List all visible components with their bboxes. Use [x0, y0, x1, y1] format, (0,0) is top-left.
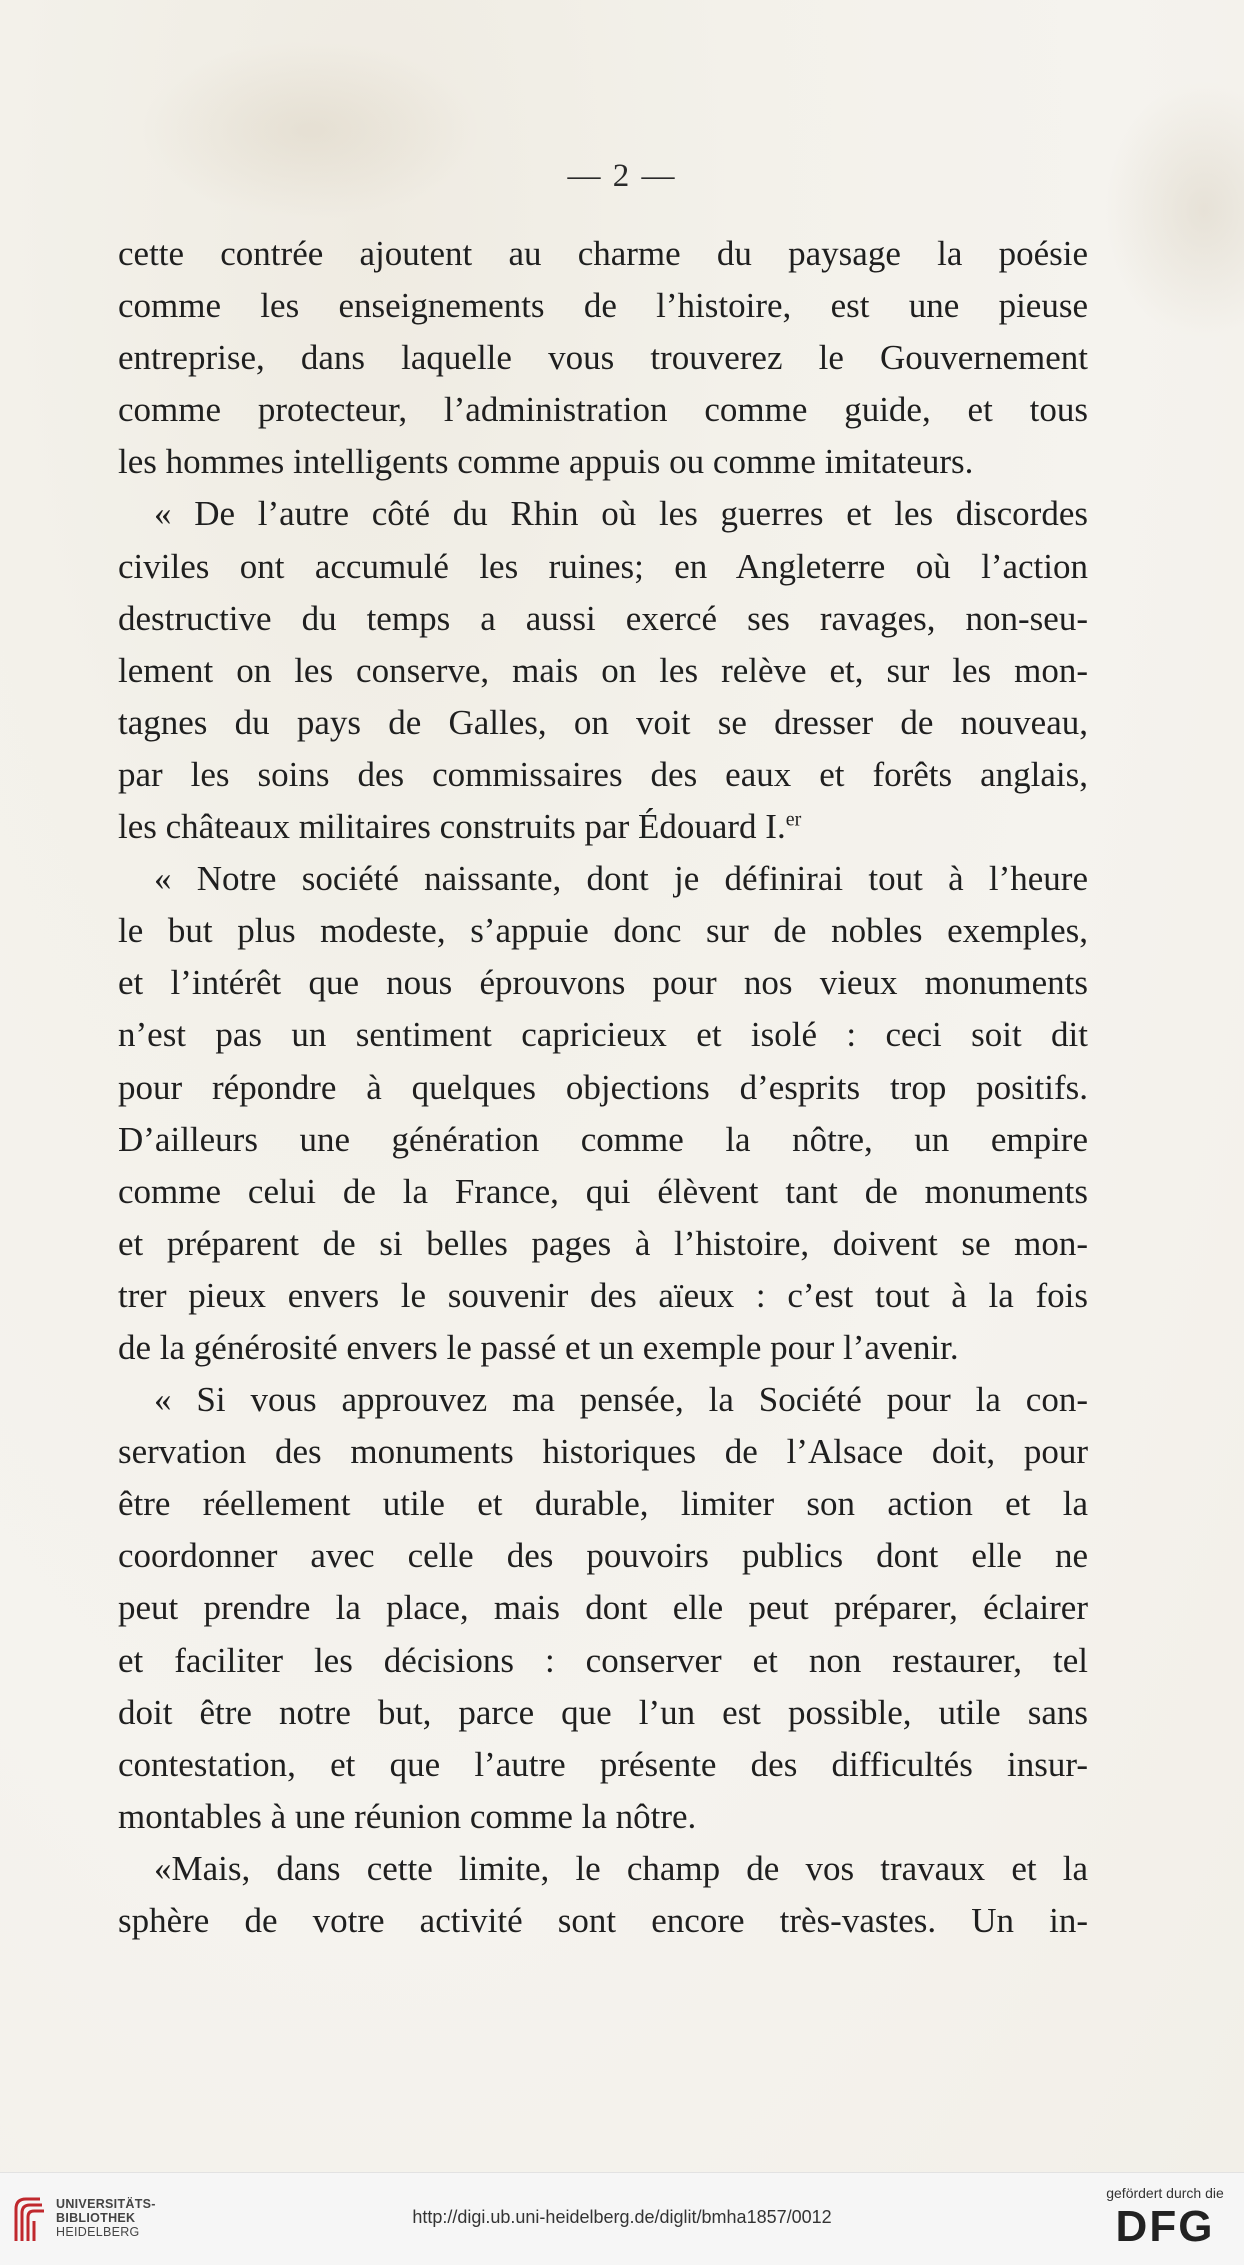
library-name-line: HEIDELBERG [56, 2225, 140, 2239]
viewer-footer [0, 2172, 1244, 2265]
text-line: servation des monuments historiques de l’Alsace doit, pour [118, 1432, 1088, 1472]
text-line: « Notre société naissante, dont je définirai tout à l’heure [154, 859, 1088, 899]
library-name-line: BIBLIOTHEK [56, 2211, 136, 2225]
text-line: comme les enseignements de l’histoire, est une pieuse [118, 286, 1088, 326]
text-line: D’ailleurs une génération comme la nôtre, un empire [118, 1119, 1088, 1159]
text-line: et l’intérêt que nous éprouvons pour nos vieux monuments [118, 963, 1088, 1003]
body-text [118, 228, 1088, 1947]
text-line: sphère de votre activité sont encore très-vastes. Un in- [118, 1901, 1088, 1940]
text-line: cette contrée ajoutent au charme du paysage la poésie [118, 234, 1088, 273]
text-line: coordonner avec celle des pouvoirs publics dont elle ne [118, 1536, 1088, 1576]
text-line: le but plus modeste, s’appuie donc sur de nobles exemples, [118, 911, 1088, 951]
text-line: doit être notre but, parce que l’un est possible, utile sans [118, 1692, 1088, 1732]
library-name-line: UNIVERSITÄTS- [56, 2197, 156, 2211]
text-line: tagnes du pays de Galles, on voit se dresser de nouveau, [118, 702, 1088, 742]
text-line: et faciliter les décisions : conserver et non restaurer, tel [118, 1640, 1088, 1680]
text-line: de la générosité envers le passé et un exemple pour l’avenir. [118, 1327, 959, 1367]
text-line: par les soins des commissaires des eaux et forêts anglais, [118, 754, 1088, 794]
text-line: destructive du temps a aussi exercé ses ravages, non-seu- [118, 598, 1088, 638]
text-line: contestation, et que l’autre présente des difficultés insur- [118, 1744, 1088, 1784]
text-line: comme protecteur, l’administration comme guide, et tous [118, 390, 1088, 430]
text-line: montables à une réunion comme la nôtre. [118, 1796, 697, 1836]
text-line: civiles ont accumulé les ruines; en Angleterre où l’action [118, 546, 1088, 586]
text-line: pour répondre à quelques objections d’esprits trop positifs. [118, 1067, 1088, 1107]
text-line: entreprise, dans laquelle vous trouverez le Gouvernement [118, 338, 1088, 378]
text-line: peut prendre la place, mais dont elle peut préparer, éclairer [118, 1588, 1088, 1628]
text-line: «Mais, dans cette limite, le champ de vos travaux et la [154, 1848, 1088, 1888]
text-line: et préparent de si belles pages à l’histoire, doivent se mon- [118, 1223, 1088, 1263]
text-line: comme celui de la France, qui élèvent tant de monuments [118, 1171, 1088, 1211]
dfg-logo: DFG [1115, 2202, 1215, 2251]
permalink-url[interactable]: http://digi.ub.uni-heidelberg.de/diglit/bmha1857/0012 [412, 2207, 832, 2227]
text-line: être réellement utile et durable, limiter son action et la [118, 1484, 1088, 1524]
text-line: lement on les conserve, mais on les relève et, sur les mon- [118, 650, 1088, 690]
text-line: « Si vous approuvez ma pensée, la Société pour la con- [154, 1380, 1088, 1420]
text-line: les châteaux militaires construits par Édouard I. [118, 807, 786, 847]
page-number: — 2 — [567, 158, 677, 194]
text-line: les hommes intelligents comme appuis ou comme imitateurs. [118, 442, 974, 482]
text-line: trer pieux envers le souvenir des aïeux : c’est tout à la fois [118, 1275, 1088, 1315]
sponsor-block [1100, 2185, 1230, 2249]
text-line-with-superscript [118, 801, 1088, 853]
text-line: « De l’autre côté du Rhin où les guerres et les discordes [154, 494, 1088, 534]
superscript-er: er [785, 808, 802, 831]
text-line: n’est pas un sentiment capricieux et isolé : ceci soit dit [118, 1015, 1088, 1055]
sponsor-caption: gefördert durch die [1106, 2185, 1224, 2201]
